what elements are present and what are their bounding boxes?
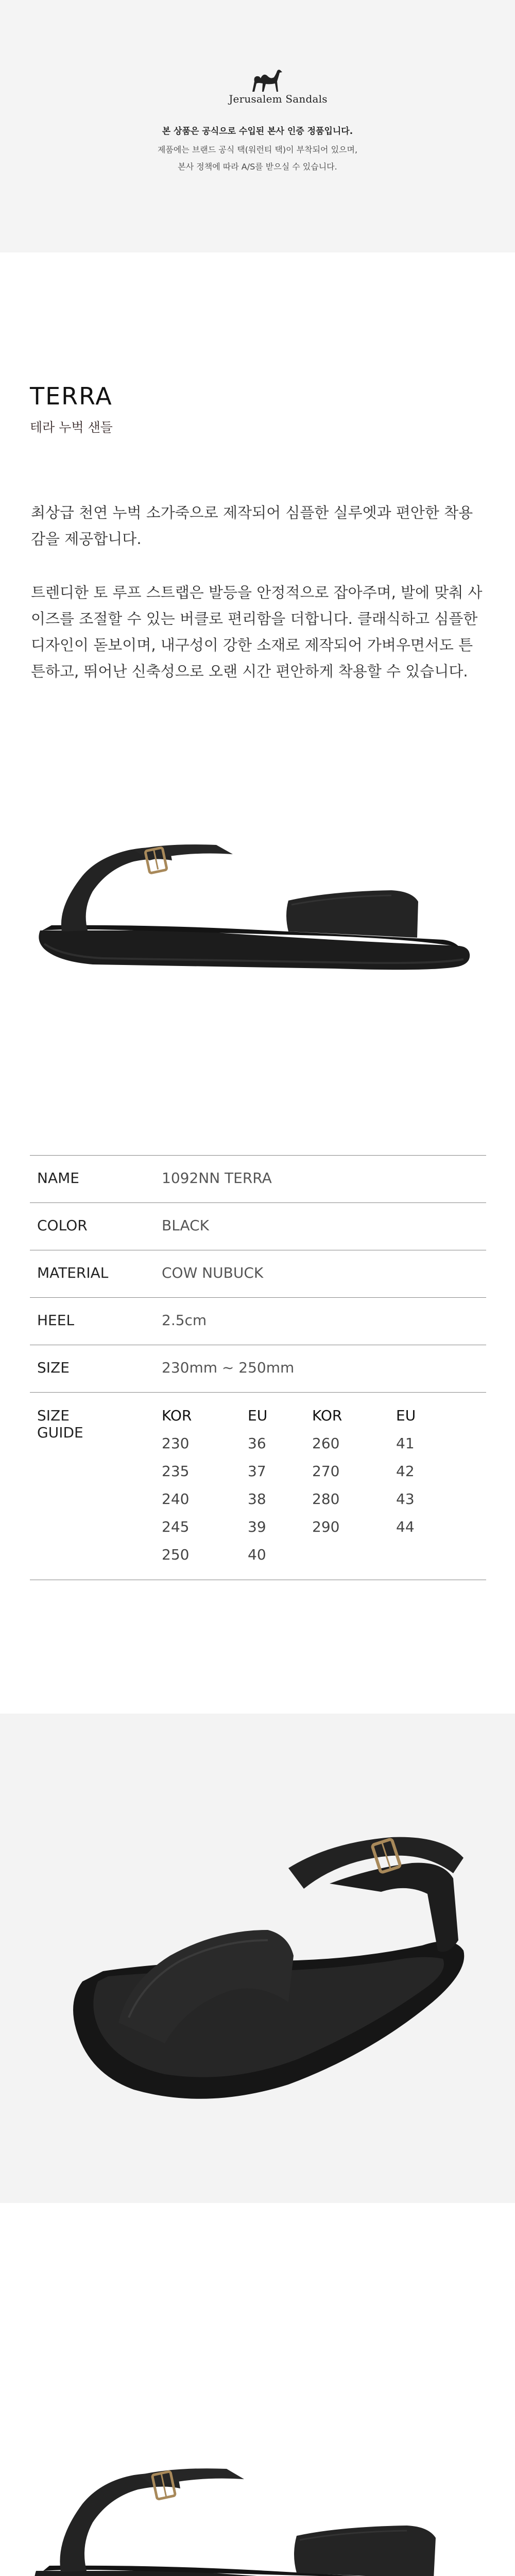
size-guide-value: 42 — [396, 1463, 415, 1480]
spec-value: BLACK — [162, 1203, 486, 1250]
size-guide-value: 250 — [162, 1546, 190, 1563]
size-guide-header: EU — [396, 1407, 416, 1424]
size-guide-value: 39 — [248, 1518, 266, 1535]
spec-row-size — [30, 1345, 486, 1393]
spec-value: 2.5cm — [162, 1298, 486, 1345]
size-guide-value: 260 — [312, 1435, 340, 1452]
spec-label: SIZE — [30, 1345, 162, 1393]
size-guide-value: 38 — [248, 1490, 266, 1507]
size-guide-value: 240 — [162, 1490, 190, 1507]
spec-row-color — [30, 1203, 486, 1250]
size-guide-value: 41 — [396, 1435, 415, 1452]
size-guide-label — [30, 1393, 162, 1580]
authenticity-notice-title: 본 상품은 공식으로 수입된 본사 인증 정품입니다. — [162, 126, 353, 137]
size-guide-header: EU — [248, 1407, 268, 1424]
spec-label: MATERIAL — [30, 1250, 162, 1298]
size-guide-value — [396, 1546, 458, 1563]
size-guide-grid — [162, 1407, 486, 1563]
size-guide-header: KOR — [312, 1407, 342, 1424]
size-guide-value: 40 — [248, 1546, 266, 1563]
size-guide-value: 37 — [248, 1463, 266, 1480]
size-guide-value: 270 — [312, 1463, 340, 1480]
size-guide-value — [312, 1546, 396, 1563]
spec-value: 230mm ~ 250mm — [162, 1345, 486, 1393]
product-description: 트렌디한 토 루프 스트랩은 발등을 안정적으로 잡아주며, 발에 맞춰 사이즈를 조절할 수 있는 버클로 편리함을 더합니다. 클래식하고 심플한 디자인이 돋보이며, 내구성이 강한 소재로 제작되어 가벼우면서도 튼튼하고, 뛰어난 신축성으로 오랜 시간 편안하게 착용할 수 있습니다. — [31, 584, 483, 680]
spec-label: HEEL — [30, 1298, 162, 1345]
size-guide-label-text: SIZE GUIDE — [37, 1407, 83, 1441]
size-guide-header: KOR — [162, 1407, 192, 1424]
spec-label: NAME — [30, 1156, 162, 1203]
spec-label: COLOR — [30, 1203, 162, 1250]
product-photo-angle-view — [0, 1714, 515, 2203]
product-photo-side-view-bottom — [0, 2349, 515, 2576]
product-description: 최상급 천연 누벅 소가죽으로 제작되어 심플한 실루엣과 편안한 착용감을 제공합니다. — [31, 504, 473, 548]
sandal-angle-illustration — [0, 1714, 515, 2203]
size-guide-value: 290 — [312, 1518, 340, 1535]
authenticity-notice-line: 본사 정책에 따라 A/S를 받으실 수 있습니다. — [178, 162, 337, 172]
size-guide-value: 245 — [162, 1518, 190, 1535]
product-name-en: TERRA — [30, 382, 113, 410]
spec-row-heel — [30, 1298, 486, 1345]
brand-logo-text: Jerusalem Sandals — [229, 93, 328, 105]
spec-table — [30, 1155, 486, 1580]
brand-logo — [0, 66, 515, 112]
product-name-ko: 테라 누벅 샌들 — [30, 420, 113, 435]
camel-logo-icon — [248, 66, 284, 94]
size-guide-cell — [162, 1393, 486, 1580]
spec-row-name — [30, 1156, 486, 1203]
size-guide-value: 235 — [162, 1463, 190, 1480]
size-guide-value: 280 — [312, 1490, 340, 1507]
spec-value: COW NUBUCK — [162, 1250, 486, 1298]
product-photo-side-view — [0, 814, 515, 1030]
size-guide-value: 43 — [396, 1490, 415, 1507]
spec-row-material — [30, 1250, 486, 1298]
authenticity-notice-line: 제품에는 브랜드 공식 택(워런티 택)이 부착되어 있으며, — [157, 145, 358, 155]
spec-value: 1092NN TERRA — [162, 1156, 486, 1203]
size-guide-value: 36 — [248, 1435, 266, 1452]
size-guide-value: 230 — [162, 1435, 190, 1452]
size-guide-value: 44 — [396, 1518, 415, 1535]
spec-row-size-guide — [30, 1393, 486, 1580]
